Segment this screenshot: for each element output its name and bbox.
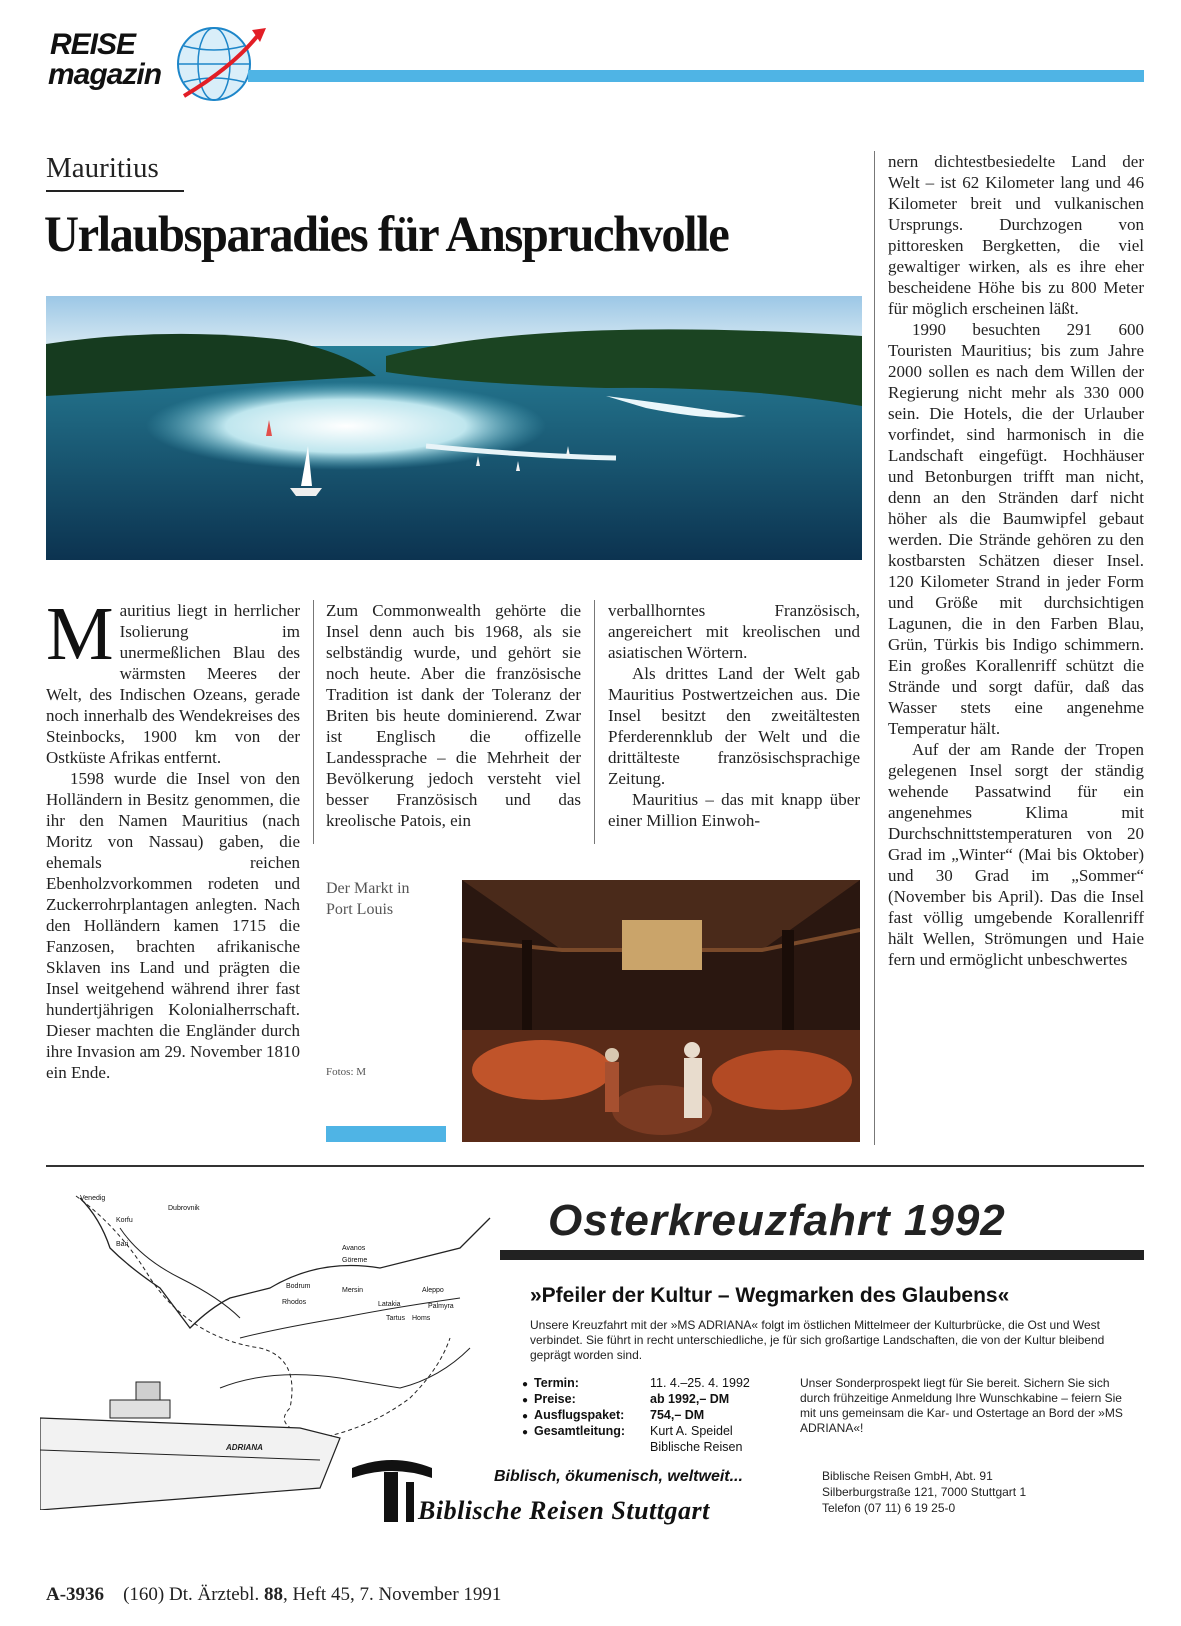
market-photo: [462, 880, 860, 1142]
photo-credit: Fotos: M: [326, 1066, 367, 1078]
paragraph: Als drittes Land der Welt gab Mauritius Postwertzeichen aus. Die Insel besitzt den zweitältesten Pferderennklub der Welt und die drittälteste französischsprachige Zeitung.: [608, 664, 860, 788]
photo-caption: Der Markt in Port Louis: [326, 880, 410, 918]
paragraph: Auf der am Rande der Tropen gelegenen Insel sorgt der ständig wehende Passatwind für ein angenehmes Klima mit Durchschnittstemperaturen von 20 Grad im „Winter“ (Mai bis Oktober) und 30 Grad im „Sommer“ (November bis April). Das die Insel fast völlig umgebende Korallenriff hält Wellen, Strömungen und Haie fern und ermöglicht unbeschwertes: [888, 740, 1144, 969]
column-divider: [594, 600, 595, 844]
map-label: Rhodos: [282, 1299, 307, 1306]
footer-volume: 88: [263, 1584, 283, 1605]
column-divider: [874, 151, 875, 1145]
logo-text-reise: REISE: [50, 28, 136, 61]
address-line: Biblische Reisen GmbH, Abt. 91: [822, 1469, 993, 1483]
paragraph: auritius liegt in herrlicher Isolierung im unermeßlichen Blau des wärmsten Meeres der Welt, des Indischen Ozeans, gerade noch innerhalb des Wendekreises des Steinbocks, 1900 km von der Ostküste Afrikas entfernt.: [46, 601, 300, 767]
ship-name-label: ADRIANA: [226, 1443, 263, 1452]
fact-value: Kurt A. Speidel: [650, 1424, 733, 1438]
footer-page: (160) Dt. Ärztebl.: [123, 1584, 260, 1605]
fact-label: ● Gesamtleitung:: [522, 1424, 650, 1440]
caption-accent-bar: [326, 1126, 446, 1142]
footer-code: A-3936: [46, 1584, 105, 1605]
ad-slogan: Biblisch, ökumenisch, weltweit...: [494, 1468, 743, 1485]
lagoon-photo: [46, 296, 862, 560]
ad-title-bar: [500, 1250, 1144, 1260]
list-item: [522, 1408, 790, 1424]
paragraph: nern dichtestbesiedelte Land der Welt – ist 62 Kilometer lang und 46 Kilometer breit und vulkanischen Ursprungs. Durchzogen von pittoresken Bergketten, die viel gewaltiger wirken, als es ihre eher bescheidene Höhe bis zu 800 Meter für möglich erscheinen läßt.: [888, 152, 1144, 318]
drop-cap: M: [46, 592, 114, 676]
fact-value: ab 1992,– DM: [650, 1392, 730, 1406]
fact-label: ● Preise:: [522, 1392, 650, 1408]
article-column-2: [326, 600, 581, 831]
map-label: Bodrum: [286, 1283, 311, 1290]
paragraph: Mauritius – das mit knapp über einer Million Einwoh-: [608, 790, 860, 830]
map-label: Dubrovnik: [168, 1205, 200, 1212]
map-label: Avanos: [342, 1245, 366, 1252]
article-column-3: [608, 600, 860, 831]
fact-value: 754,– DM: [650, 1408, 705, 1422]
map-label: Homs: [412, 1315, 431, 1322]
map-label: Tartus: [386, 1315, 406, 1322]
ad-subtitle: »Pfeiler der Kultur – Wegmarken des Glaubens«: [530, 1284, 1010, 1307]
list-item: [522, 1376, 790, 1392]
list-item: [522, 1440, 790, 1455]
kicker-underline: [46, 190, 184, 192]
fact-label-spacer: [522, 1440, 650, 1455]
fact-value: 11. 4.–25. 4. 1992: [650, 1376, 750, 1390]
ad-intro: Unsere Kreuzfahrt mit der »MS ADRIANA« folgt im östlichen Mittelmeer der Kulturbrücke, die Ost und West verbindet. Sie führt in recht unterschiedliche, je für sich großartige Landschaften, die von der Kultur bleibend geprägt worden sind.: [530, 1318, 1105, 1362]
address-line: Telefon (07 11) 6 19 25-0: [822, 1501, 956, 1515]
footer-issue: , Heft 45, 7. November 1991: [282, 1584, 502, 1605]
page-footer: [46, 1584, 501, 1606]
masthead-bar: [248, 70, 1144, 82]
map-label: Göreme: [342, 1257, 368, 1264]
paragraph: 1598 wurde die Insel von den Holländern in Besitz genommen, die ihr den Namen Mauritius (nach Moritz von Nassau) gaben, die ehemals reichen Ebenholzvorkommen rodeten und Zuckerrohrplantagen anlegten. Nach den Holländern kamen 1715 die Fanzosen, brachten afrikanische Sklaven ins Land und prägten die Insel weitgehend während ihrer fast hundertjährigen Kolonialherrschaft. Dieser machten die Engländer durch ihre Invasion am 29. November 1810 ein Ende.: [46, 769, 300, 1082]
fact-value: Biblische Reisen: [650, 1440, 743, 1454]
ad-facts-list: [522, 1376, 790, 1455]
ad-title: Osterkreuzfahrt 1992: [548, 1196, 1006, 1245]
section-divider: [46, 1165, 1144, 1167]
map-label: Latakia: [378, 1301, 401, 1308]
paragraph: 1990 besuchten 291 600 Touristen Mauritius; bis zum Jahre 2000 sollen es nach dem Willen der Regierung nicht mehr als 330 000 sein. Die Hotels, die der Urlauber vorfindet, sind harmonisch in die Landschaft eingefügt. Hochhäuser und Betonburgen trifft man nicht, denn an den Stränden darf nicht höher als die Baumwipfel gebaut werden. Die Strände gehören zu den kostbarsten Schätzen dieser Insel. 120 Kilometer Strand in jeder Form und Größe mit durchsichtigen Lagunen, die in den Farben Blau, Grün, Türkis bis Indigo schimmern. Ein großes Korallenriff schützt die Strände und sorgt dafür, daß das Wasser stets eine angenehme Temperatur hält.: [888, 320, 1144, 738]
map-label: Palmyra: [428, 1303, 454, 1310]
list-item: [522, 1424, 790, 1440]
paragraph: verballhorntes Französisch, angereichert mit kreolischen und asiatischen Wörtern.: [608, 601, 860, 662]
list-item: [522, 1392, 790, 1408]
article-column-1: [46, 592, 300, 1083]
article-headline: Urlaubsparadies für Anspruchvolle: [44, 207, 729, 263]
ad-prospekt-note: Unser Sonderprospekt liegt für Sie bereit. Sichern Sie sich durch frühzeitige Anmeldung Ihre Wunschkabine – feiern Sie mit uns gemeinsam die Kar- und Ostertage an Bord der »MS ADRIANA«!: [800, 1376, 1123, 1435]
address-line: Silberburgstraße 121, 7000 Stuttgart 1: [822, 1485, 1027, 1499]
map-label: Korfu: [116, 1217, 133, 1224]
paragraph: Zum Commonwealth gehörte die Insel denn auch bis 1968, als sie selbständig wurde, und gehört sie noch heute. Aber die französische Tradition ist dank der Toleranz der Briten bis heute dominierend. Zwar ist Englisch die offizelle Landessprache – die Mehrheit der Bevölkerung jedoch versteht viel besser Französisch und das kreolische Patois, ein: [326, 601, 581, 830]
fact-label: ● Termin:: [522, 1376, 650, 1392]
map-label: Aleppo: [422, 1287, 444, 1294]
logo-text-magazin: magazin: [48, 58, 162, 91]
ad-address: [822, 1468, 1026, 1516]
ad-brand-name: Biblische Reisen Stuttgart: [418, 1496, 710, 1525]
map-label: Bari: [116, 1241, 129, 1248]
column-divider: [313, 600, 314, 844]
article-column-4: [888, 151, 1144, 970]
map-label: Venedig: [80, 1195, 106, 1202]
article-kicker: Mauritius: [46, 152, 159, 184]
map-label: Mersin: [342, 1287, 364, 1294]
fact-label: ● Ausflugspaket:: [522, 1408, 650, 1424]
